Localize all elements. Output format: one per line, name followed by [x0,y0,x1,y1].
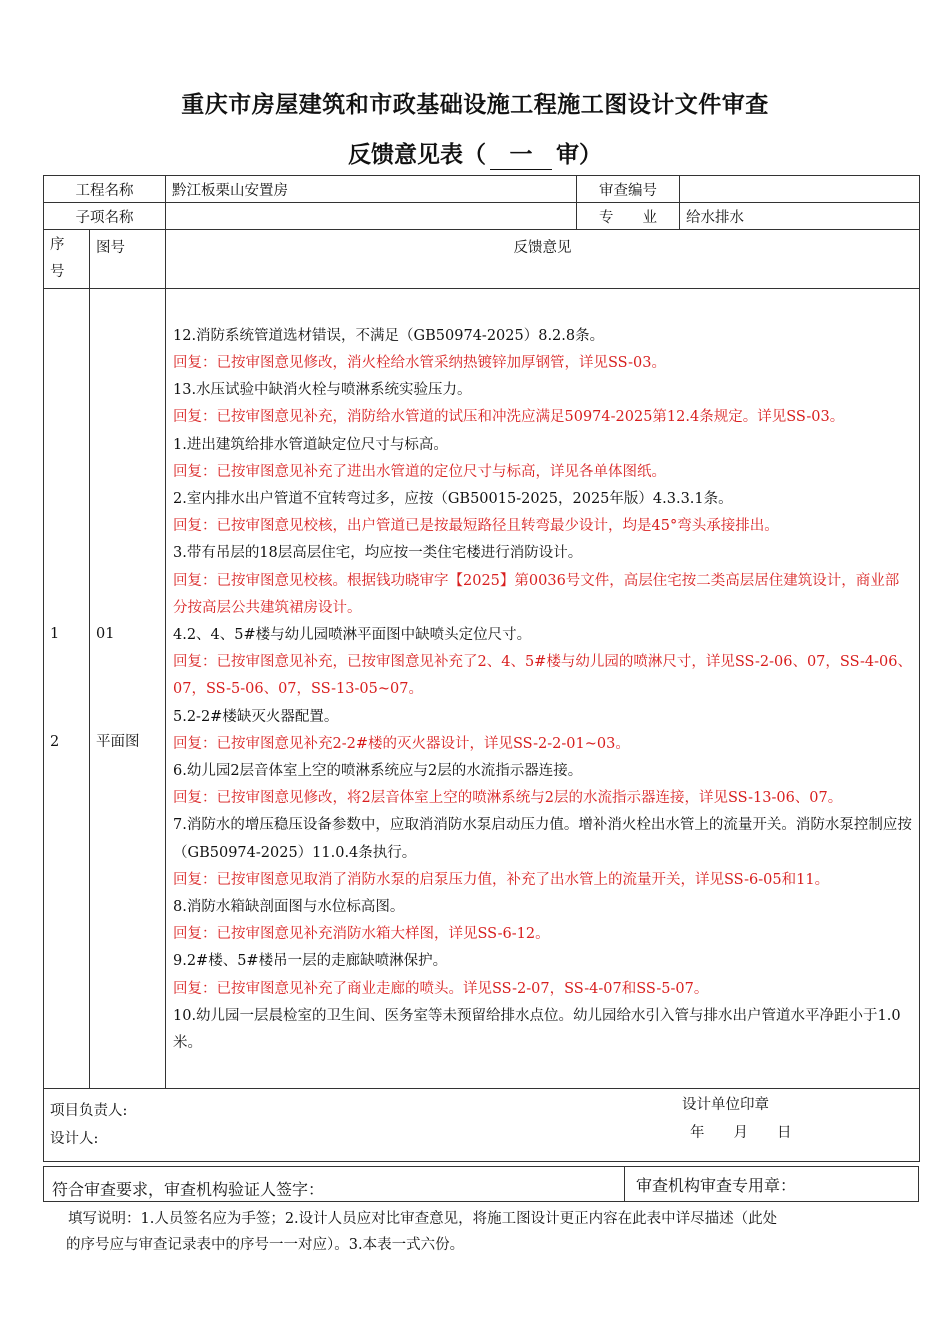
feedback-reply: 回复：已按审图意见校核。根据钱功晓审字【2025】第0036号文件，高层住宅按二类高层居住建筑设计，商业部分按高层公共建筑裙房设计。 [173,572,900,616]
feedback-issue: 9.2#楼、5#楼吊一层的走廊缺喷淋保护。 [173,953,448,970]
drawing-2: 平面图 [96,734,140,750]
sub-item-label: 子项名称 [44,203,166,230]
col-seq-header [44,230,90,289]
feedback-reply: 回复：已按审图意见补充2-2#楼的灭火器设计，详见SS-2-2-01~03。 [173,735,630,752]
feedback-reply: 回复：已按审图意见补充了商业走廊的喷头。详见SS-2-07，SS-4-07和SS-5-07。 [173,980,709,997]
feedback-issue: 5.2-2#楼缺灭火器配置。 [173,708,339,725]
project-name-row [44,176,920,203]
feedback-issue: 13.水压试验中缺消火栓与喷淋系统实验压力。 [173,382,472,399]
feedback-issue: 12.消防系统管道选材错误，不满足（GB50974-2025）8.2.8条。 [173,327,605,344]
feedback-reply: 回复：已按审图意见补充，已按审图意见补充了2、4、5#楼与幼儿园的喷淋尺寸，详见SS-2-06、07，SS-4-06、07，SS-5-06、07，SS-13-05~07。 [173,654,913,698]
feedback-issue: 3.带有吊层的18层高层住宅，均应按一类住宅楼进行消防设计。 [173,545,583,562]
design-seal-label: 设计单位印章 [682,1097,769,1113]
drawing-column [90,289,166,1089]
project-name-value: 黔江板栗山安置房 [166,176,577,203]
column-header-row [44,230,920,289]
feedback-reply: 回复：已按审图意见修改，消火栓给水管采纳热镀锌加厚钢管，详见SS-03。 [173,354,666,371]
col-feedback-header: 反馈意见 [166,230,920,289]
feedback-issue: 10.幼儿园一层晨检室的卫生间、医务室等未预留给排水点位。幼儿园给水引入管与排水出户管道水平净距小于1.0米。 [173,1007,901,1052]
col-drawing-header: 图号 [90,230,166,289]
specialty-value: 给水排水 [680,203,920,230]
filling-instructions [68,1206,908,1258]
note-line-1: 填写说明：1.人员签名应为手签；2.设计人员应对比审查意见，将施工图设计更正内容在此表中详尽描述（此处 [68,1211,778,1227]
feedback-issue: 7.消防水的增压稳压设备参数中，应取消消防水泵启动压力值。增补消火栓出水管上的流量开关。消防水泵控制应按（GB50974-2025）11.0.4条执行。 [173,817,912,861]
page-subtitle [0,136,950,170]
sub-item-value [166,203,577,230]
signature-right [682,1091,792,1147]
content-row [44,289,920,1089]
project-lead-label: 项目负责人: [50,1103,128,1119]
feedback-content [166,289,920,1089]
subtitle-prefix: 反馈意见表（ [348,142,486,168]
date-label: 年 月 日 [690,1125,792,1141]
feedback-list [173,323,913,1057]
verification-box [43,1166,919,1202]
feedback-form-table [43,175,920,1162]
review-no-label: 审查编号 [577,176,680,203]
designer-label: 设计人: [50,1131,99,1147]
verification-divider [624,1167,625,1201]
signature-cell [44,1089,920,1162]
project-name-label: 工程名称 [44,176,166,203]
note-line-2: 的序号应与审查记录表中的序号一一对应）。3.本表一式六份。 [66,1237,465,1253]
review-no-value [680,176,920,203]
verifier-signature-label: 符合审查要求，审查机构验证人签字： [52,1180,325,1199]
feedback-issue: 4.2、4、5#楼与幼儿园喷淋平面图中缺喷头定位尺寸。 [173,626,532,643]
subtitle-suffix: 审） [556,142,602,168]
sub-item-row [44,203,920,230]
seq-1: 1 [50,626,60,642]
feedback-reply: 回复：已按审图意见补充，消防给水管道的试压和冲洗应满足50974-2025第12.4条规定。详见SS-03。 [173,409,845,426]
feedback-issue: 1.进出建筑给排水管道缺定位尺寸与标高。 [173,436,448,453]
drawing-1: 01 [96,626,115,642]
feedback-reply: 回复：已按审图意见修改，将2层音体室上空的喷淋系统与2层的水流指示器连接，详见SS-13-06、07。 [173,790,843,807]
page-title: 重庆市房屋建筑和市政基础设施工程施工图设计文件审查 [181,92,769,118]
seq-column [44,289,90,1089]
feedback-reply: 回复：已按审图意见校核，出户管道已是按最短路径且转弯最少设计，均是45°弯头承接排出。 [173,518,779,535]
feedback-reply: 回复：已按审图意见补充了进出水管道的定位尺寸与标高，详见各单体图纸。 [173,463,666,480]
specialty-label: 专 业 [577,203,680,230]
feedback-reply: 回复：已按审图意见取消了消防水泵的启泵压力值，补充了出水管上的流量开关，详见SS-6-05和11。 [173,871,830,888]
col-seq-label: 序号 [50,237,65,280]
review-round-blank: 一 [490,136,552,170]
feedback-issue: 8.消防水箱缺剖面图与水位标高图。 [173,899,405,916]
seq-2: 2 [50,734,60,750]
feedback-issue: 2.室内排水出户管道不宜转弯过多，应按（GB50015-2025，2025年版）4.3.3.1条。 [173,490,733,507]
review-seal-label: 审查机构审查专用章： [636,1176,797,1195]
feedback-issue: 6.幼儿园2层音体室上空的喷淋系统应与2层的水流指示器连接。 [173,763,583,779]
signature-row [44,1089,920,1162]
feedback-reply: 回复：已按审图意见补充消防水箱大样图，详见SS-6-12。 [173,926,550,943]
